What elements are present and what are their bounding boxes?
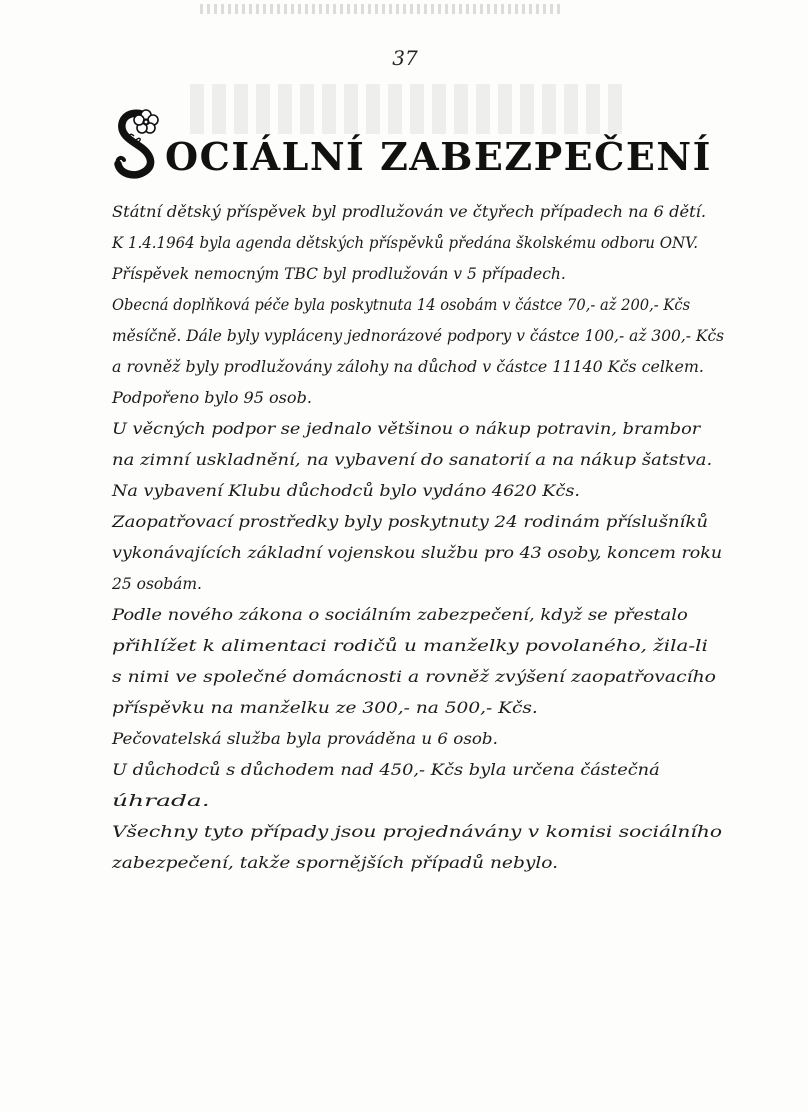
text-line (112, 197, 732, 228)
text-line (112, 662, 732, 693)
text-line-content: měsíčně. Dále byly vypláceny jednorázové podpory v částce 100,- až 300,- Kčs (112, 327, 725, 345)
text-line-content: a rovněž byly prodlužovány zálohy na důchod v částce 11140 Kčs celkem. (112, 358, 704, 376)
text-line (112, 352, 732, 383)
bleed-through-mark (200, 4, 560, 14)
text-line-content: vykonávajících základní vojenskou službu pro 43 osoby, koncem roku (112, 544, 723, 562)
text-line (112, 631, 732, 662)
decorative-initial (112, 102, 164, 180)
text-line-content: Zaopatřovací prostředky byly poskytnuty 24 rodinám příslušníků (112, 513, 708, 531)
text-line-content: přihlížet k alimentaci rodičů u manželky povolaného, žila-li (112, 637, 708, 655)
text-line-content: Všechny tyto případy jsou projednávány v komisi sociálního (112, 823, 722, 841)
text-line-content: 25 osobám. (112, 575, 202, 593)
text-line (112, 755, 732, 786)
text-line (112, 228, 732, 259)
text-line (112, 414, 732, 445)
text-line-content: na zimní uskladnění, na vybavení do sanatorií a na nákup šatstva. (112, 451, 713, 469)
text-line (112, 321, 732, 352)
text-line-content: úhrada. (112, 792, 210, 810)
text-line-content: Státní dětský příspěvek byl prodlužován ve čtyřech případech na 6 dětí. (112, 203, 707, 221)
text-line-content: Pečovatelská služba byla prováděna u 6 osob. (112, 730, 498, 748)
text-line (112, 383, 732, 414)
text-line-content: U věcných podpor se jednalo většinou o nákup potravin, brambor (112, 420, 701, 438)
text-line (112, 538, 732, 569)
text-line-content: K 1.4.1964 byla agenda dětských příspěvků předána školskému odboru ONV. (112, 234, 699, 252)
text-line (112, 817, 732, 848)
text-line (112, 259, 732, 290)
text-line (112, 693, 732, 724)
text-line-content: zabezpečení, takže spornějších případů nebylo. (112, 854, 559, 872)
page-title-text: OCIÁLNÍ ZABEZPEČENÍ (165, 134, 712, 179)
text-line-content: příspěvku na manželku ze 300,- na 500,- Kčs. (112, 699, 538, 717)
text-line-content: Na vybavení Klubu důchodců bylo vydáno 4620 Kčs. (112, 482, 581, 500)
text-line (112, 600, 732, 631)
text-line (112, 476, 732, 507)
text-line (112, 848, 732, 879)
text-line (112, 724, 732, 755)
text-line-content: U důchodců s důchodem nad 450,- Kčs byla určena částečná (112, 761, 660, 779)
text-line (112, 290, 732, 321)
text-line-content: Příspěvek nemocným TBC byl prodlužován v 5 případech. (112, 265, 566, 283)
ornament-icon (112, 102, 164, 180)
text-line (112, 786, 732, 817)
text-line-content: s nimi ve společné domácnosti a rovněž zvýšení zaopatřovacího (112, 668, 716, 686)
handwritten-text-block (112, 197, 732, 879)
text-line (112, 569, 732, 600)
page-title (112, 100, 712, 180)
text-line (112, 445, 732, 476)
text-line-content: Podpořeno bylo 95 osob. (112, 389, 312, 407)
page-number: 37 (392, 46, 418, 70)
text-line (112, 507, 732, 538)
text-line-content: Obecná doplňková péče byla poskytnuta 14 osobám v částce 70,- až 200,- Kčs (112, 296, 691, 314)
text-line-content: Podle nového zákona o sociálním zabezpečení, když se přestalo (112, 606, 688, 624)
